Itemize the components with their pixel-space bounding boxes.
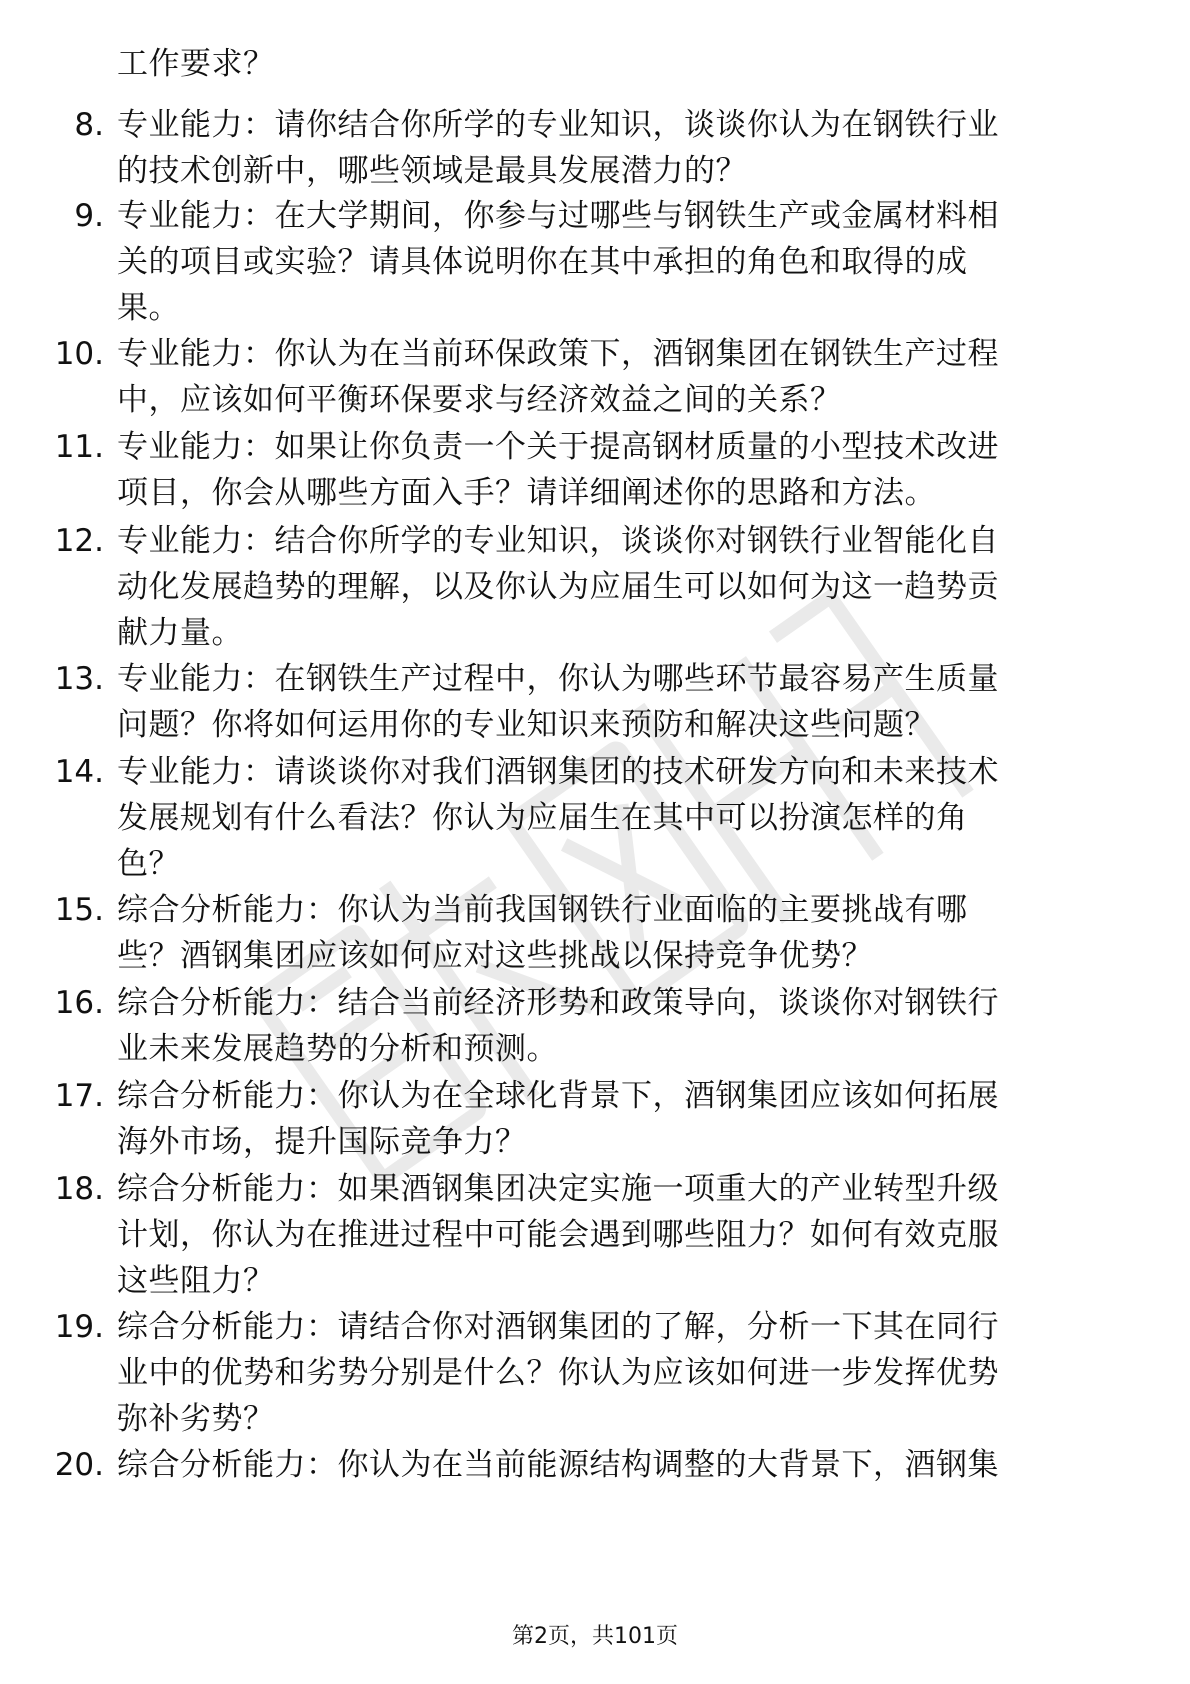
question-text-line: 计划，你认为在推进过程中可能会遇到哪些阻力？如何有效克服 xyxy=(117,1217,999,1253)
question-number: 8. xyxy=(74,107,104,143)
question-text-line: 综合分析能力：结合当前经济形势和政策导向，谈谈你对钢铁行 xyxy=(117,985,999,1021)
question-text-line: 专业能力：如果让你负责一个关于提高钢材质量的小型技术改进 xyxy=(117,429,999,465)
question-number: 17. xyxy=(54,1078,104,1114)
question-text-line: 专业能力：结合你所学的专业知识，谈谈你对钢铁行业智能化自 xyxy=(117,523,999,559)
question-text-line: 中，应该如何平衡环保要求与经济效益之间的关系？ xyxy=(117,382,842,418)
question-text-line: 综合分析能力：你认为当前我国钢铁行业面临的主要挑战有哪 xyxy=(117,892,968,928)
question-number: 13. xyxy=(54,661,104,697)
question-number: 10. xyxy=(54,336,104,372)
question-number: 18. xyxy=(54,1171,104,1207)
question-text-line: 综合分析能力：如果酒钢集团决定实施一项重大的产业转型升级 xyxy=(117,1171,999,1207)
question-text-line: 业中的优势和劣势分别是什么？你认为应该如何进一步发挥优势 xyxy=(117,1355,999,1391)
question-number: 9. xyxy=(74,198,104,234)
question-number: 14. xyxy=(54,754,104,790)
question-text-line: 问题？你将如何运用你的专业知识来预防和解决这些问题？ xyxy=(117,707,936,743)
question-text-line: 专业能力：请谈谈你对我们酒钢集团的技术研发方向和未来技术 xyxy=(117,754,999,790)
page-footer: 第2页，共101页 xyxy=(512,1624,678,1649)
question-number: 12. xyxy=(54,523,104,559)
question-text-line: 些？酒钢集团应该如何应对这些挑战以保持竞争优势？ xyxy=(117,938,873,974)
question-text-line: 业未来发展趋势的分析和预测。 xyxy=(117,1031,558,1067)
question-number: 15. xyxy=(54,892,104,928)
question-text-line: 工作要求？ xyxy=(117,46,275,82)
question-text-line: 综合分析能力：你认为在当前能源结构调整的大背景下，酒钢集 xyxy=(117,1447,999,1483)
question-text-line: 发展规划有什么看法？你认为应届生在其中可以扮演怎样的角 xyxy=(117,800,968,836)
question-text-line: 的技术创新中，哪些领域是最具发展潜力的？ xyxy=(117,153,747,189)
question-text-line: 专业能力：请你结合你所学的专业知识，谈谈你认为在钢铁行业 xyxy=(117,107,999,143)
question-text-line: 综合分析能力：请结合你对酒钢集团的了解，分析一下其在同行 xyxy=(117,1309,999,1345)
question-text-line: 色？ xyxy=(117,846,180,882)
question-text-line: 海外市场，提升国际竞争力？ xyxy=(117,1124,527,1160)
question-text-line: 动化发展趋势的理解，以及你认为应届生可以如何为这一趋势贡 xyxy=(117,569,999,605)
question-text-line: 弥补劣势？ xyxy=(117,1401,275,1437)
question-text-line: 专业能力：在钢铁生产过程中，你认为哪些环节最容易产生质量 xyxy=(117,661,999,697)
question-text-line: 项目，你会从哪些方面入手？请详细阐述你的思路和方法。 xyxy=(117,475,936,511)
question-number: 11. xyxy=(54,429,104,465)
question-number: 20. xyxy=(54,1447,104,1483)
question-text-line: 果。 xyxy=(117,290,180,326)
question-text-line: 综合分析能力：你认为在全球化背景下，酒钢集团应该如何拓展 xyxy=(117,1078,999,1114)
question-number: 16. xyxy=(54,985,104,1021)
question-text-line: 这些阻力？ xyxy=(117,1263,275,1299)
question-text-line: 献力量。 xyxy=(117,615,243,651)
question-number: 19. xyxy=(54,1309,104,1345)
question-text-line: 专业能力：在大学期间，你参与过哪些与钢铁生产或金属材料相 xyxy=(117,198,999,234)
question-text-line: 专业能力：你认为在当前环保政策下，酒钢集团在钢铁生产过程 xyxy=(117,336,999,372)
question-text-line: 关的项目或实验？请具体说明你在其中承担的角色和取得的成 xyxy=(117,244,968,280)
